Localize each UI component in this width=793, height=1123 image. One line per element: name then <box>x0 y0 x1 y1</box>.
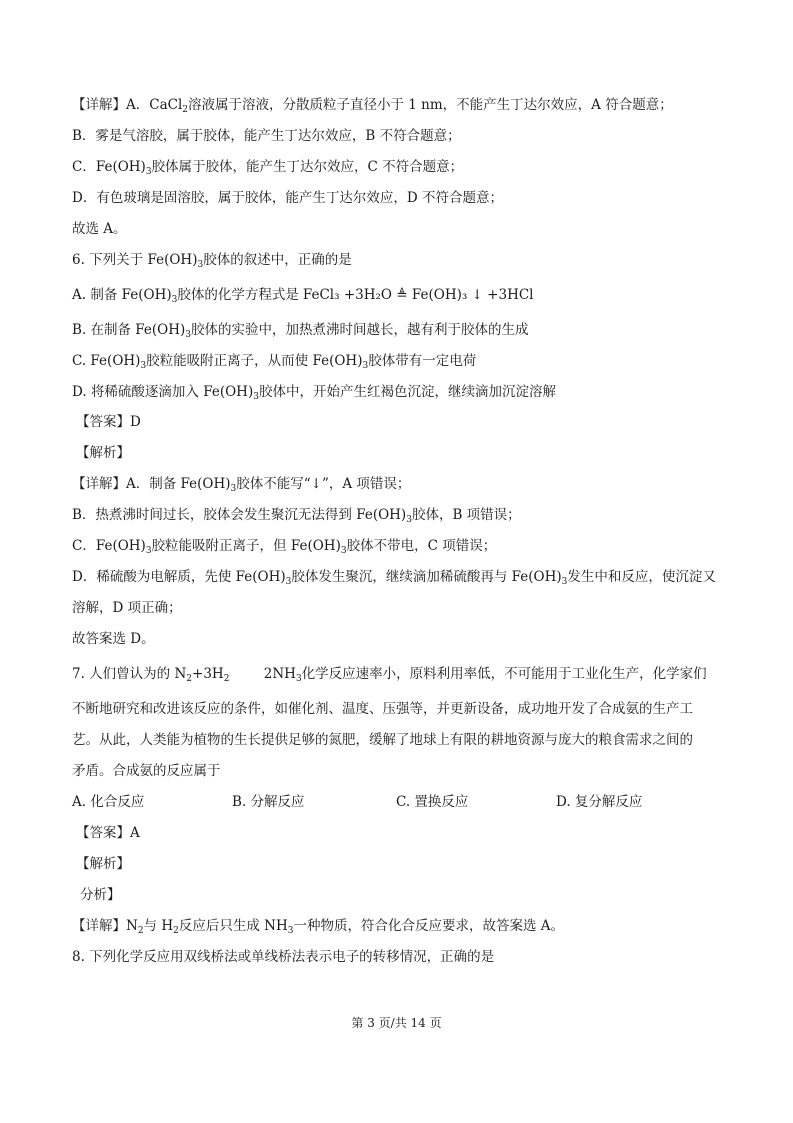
q7-analysis-sub: 分析】 <box>80 887 121 903</box>
q6-option-a: A. 制备 $Fe(OH)_3$胶体的化学方程式是 FeCl₃ +3H₂O ≜ Fe(OH)₃ ↓ +3HCl <box>72 287 534 305</box>
q5-detail-b: B．雾是气溶胶，属于胶体，能产生丁达尔效应，B 不符合题意； <box>72 128 461 144</box>
q7-options <box>72 793 642 811</box>
q6-detail-d-cont: 溶解，D 项正确； <box>72 600 182 616</box>
q7-detail: 【详解】$N_2$与 $H_2$反应后只生成 $NH_3$一种物质，符合化合反应要求，故答案选 A。 <box>72 918 565 936</box>
q6-conclusion: 故答案选 D。 <box>72 631 155 647</box>
q6-option-d: D. 将稀硫酸逐滴加入 $Fe(OH)_3$胶体中，开始产生红褐色沉淀，继续滴加沉淀溶解 <box>72 384 556 402</box>
q6-analysis: 【解析】 <box>76 445 130 461</box>
q5-detail-d: D．有色玻璃是固溶胶，属于胶体，能产生丁达尔效应，D 不符合题意； <box>72 190 503 206</box>
q6-equation: FeCl₃ +3H₂O ≜ Fe(OH)₃ ↓ +3HCl <box>302 287 534 303</box>
page-footer: 第 3 页/共 14 页 <box>351 1016 442 1030</box>
q7-option-d: D. 复分解反应 <box>556 794 643 810</box>
q5-detail-a: 【详解】A．CaCl$_2$溶液属于溶液，分散质粒子直径小于 1 nm，不能产生丁达尔效应，A 符合题意； <box>72 97 673 115</box>
q7-option-c: C. 置换反应 <box>396 794 469 810</box>
q7-stem-line2: 不断地研究和改进该反应的条件，如催化剂、温度、压强等，并更新设备，成功地开发了合成氨的生产工 <box>72 701 693 717</box>
q5-detail-c: C．$Fe(OH)_3$胶体属于胶体，能产生丁达尔效应，C 不符合题意； <box>72 159 464 177</box>
q6-option-b: B. 在制备 $Fe(OH)_3$胶体的实验中，加热煮沸时间越长，越有利于胶体的生成 <box>72 322 529 340</box>
q7-stem: 7. 人们曾认为的 $N_2+3H_2$ $2NH_3$化学反应速率小，原料利用率低，不可能用于工业化生产，化学家们 <box>72 666 707 684</box>
q5-conclusion: 故选 A。 <box>72 221 127 237</box>
q7-option-a: A. 化合反应 <box>72 794 145 810</box>
q6-stem: 6. 下列关于 $Fe(OH)_3$胶体的叙述中，正确的是 <box>72 252 352 270</box>
q6-detail-b: B．热煮沸时间过长，胶体会发生聚沉无法得到 $Fe(OH)_3$胶体，B 项错误； <box>72 507 521 525</box>
q7-stem-line4: 矛盾。合成氨的反应属于 <box>72 763 221 779</box>
q6-option-c: C. $Fe(OH)_3$胶粒能吸附正离子，从而使 $Fe(OH)_3$胶体带有一定电荷 <box>72 353 477 371</box>
q6-detail-c: C．$Fe(OH)_3$胶粒能吸附正离子，但 $Fe(OH)_3$胶体不带电，C 项错误； <box>72 538 497 556</box>
q7-analysis: 【解析】 <box>76 856 130 872</box>
q6-answer: 【答案】D <box>76 414 141 430</box>
q8-stem: 8. 下列化学反应用双线桥法或单线桥法表示电子的转移情况，正确的是 <box>72 949 495 965</box>
q7-stem-line3: 艺。从此，人类能为植物的生长提供足够的氮肥，缓解了地球上有限的耕地资源与庞大的粮食需求之间的 <box>72 732 693 748</box>
q6-detail-a: 【详解】A．制备 $Fe(OH)_3$胶体不能写“↓”，A 项错误； <box>72 476 411 494</box>
q7-answer: 【答案】A <box>76 825 140 841</box>
q6-detail-d: D．稀硫酸为电解质，先使 $Fe(OH)_3$胶体发生聚沉，继续滴加稀硫酸再与 $Fe(OH)_3$发生中和反应，使沉淀又 <box>72 569 716 587</box>
q7-option-b: B. 分解反应 <box>232 794 305 810</box>
